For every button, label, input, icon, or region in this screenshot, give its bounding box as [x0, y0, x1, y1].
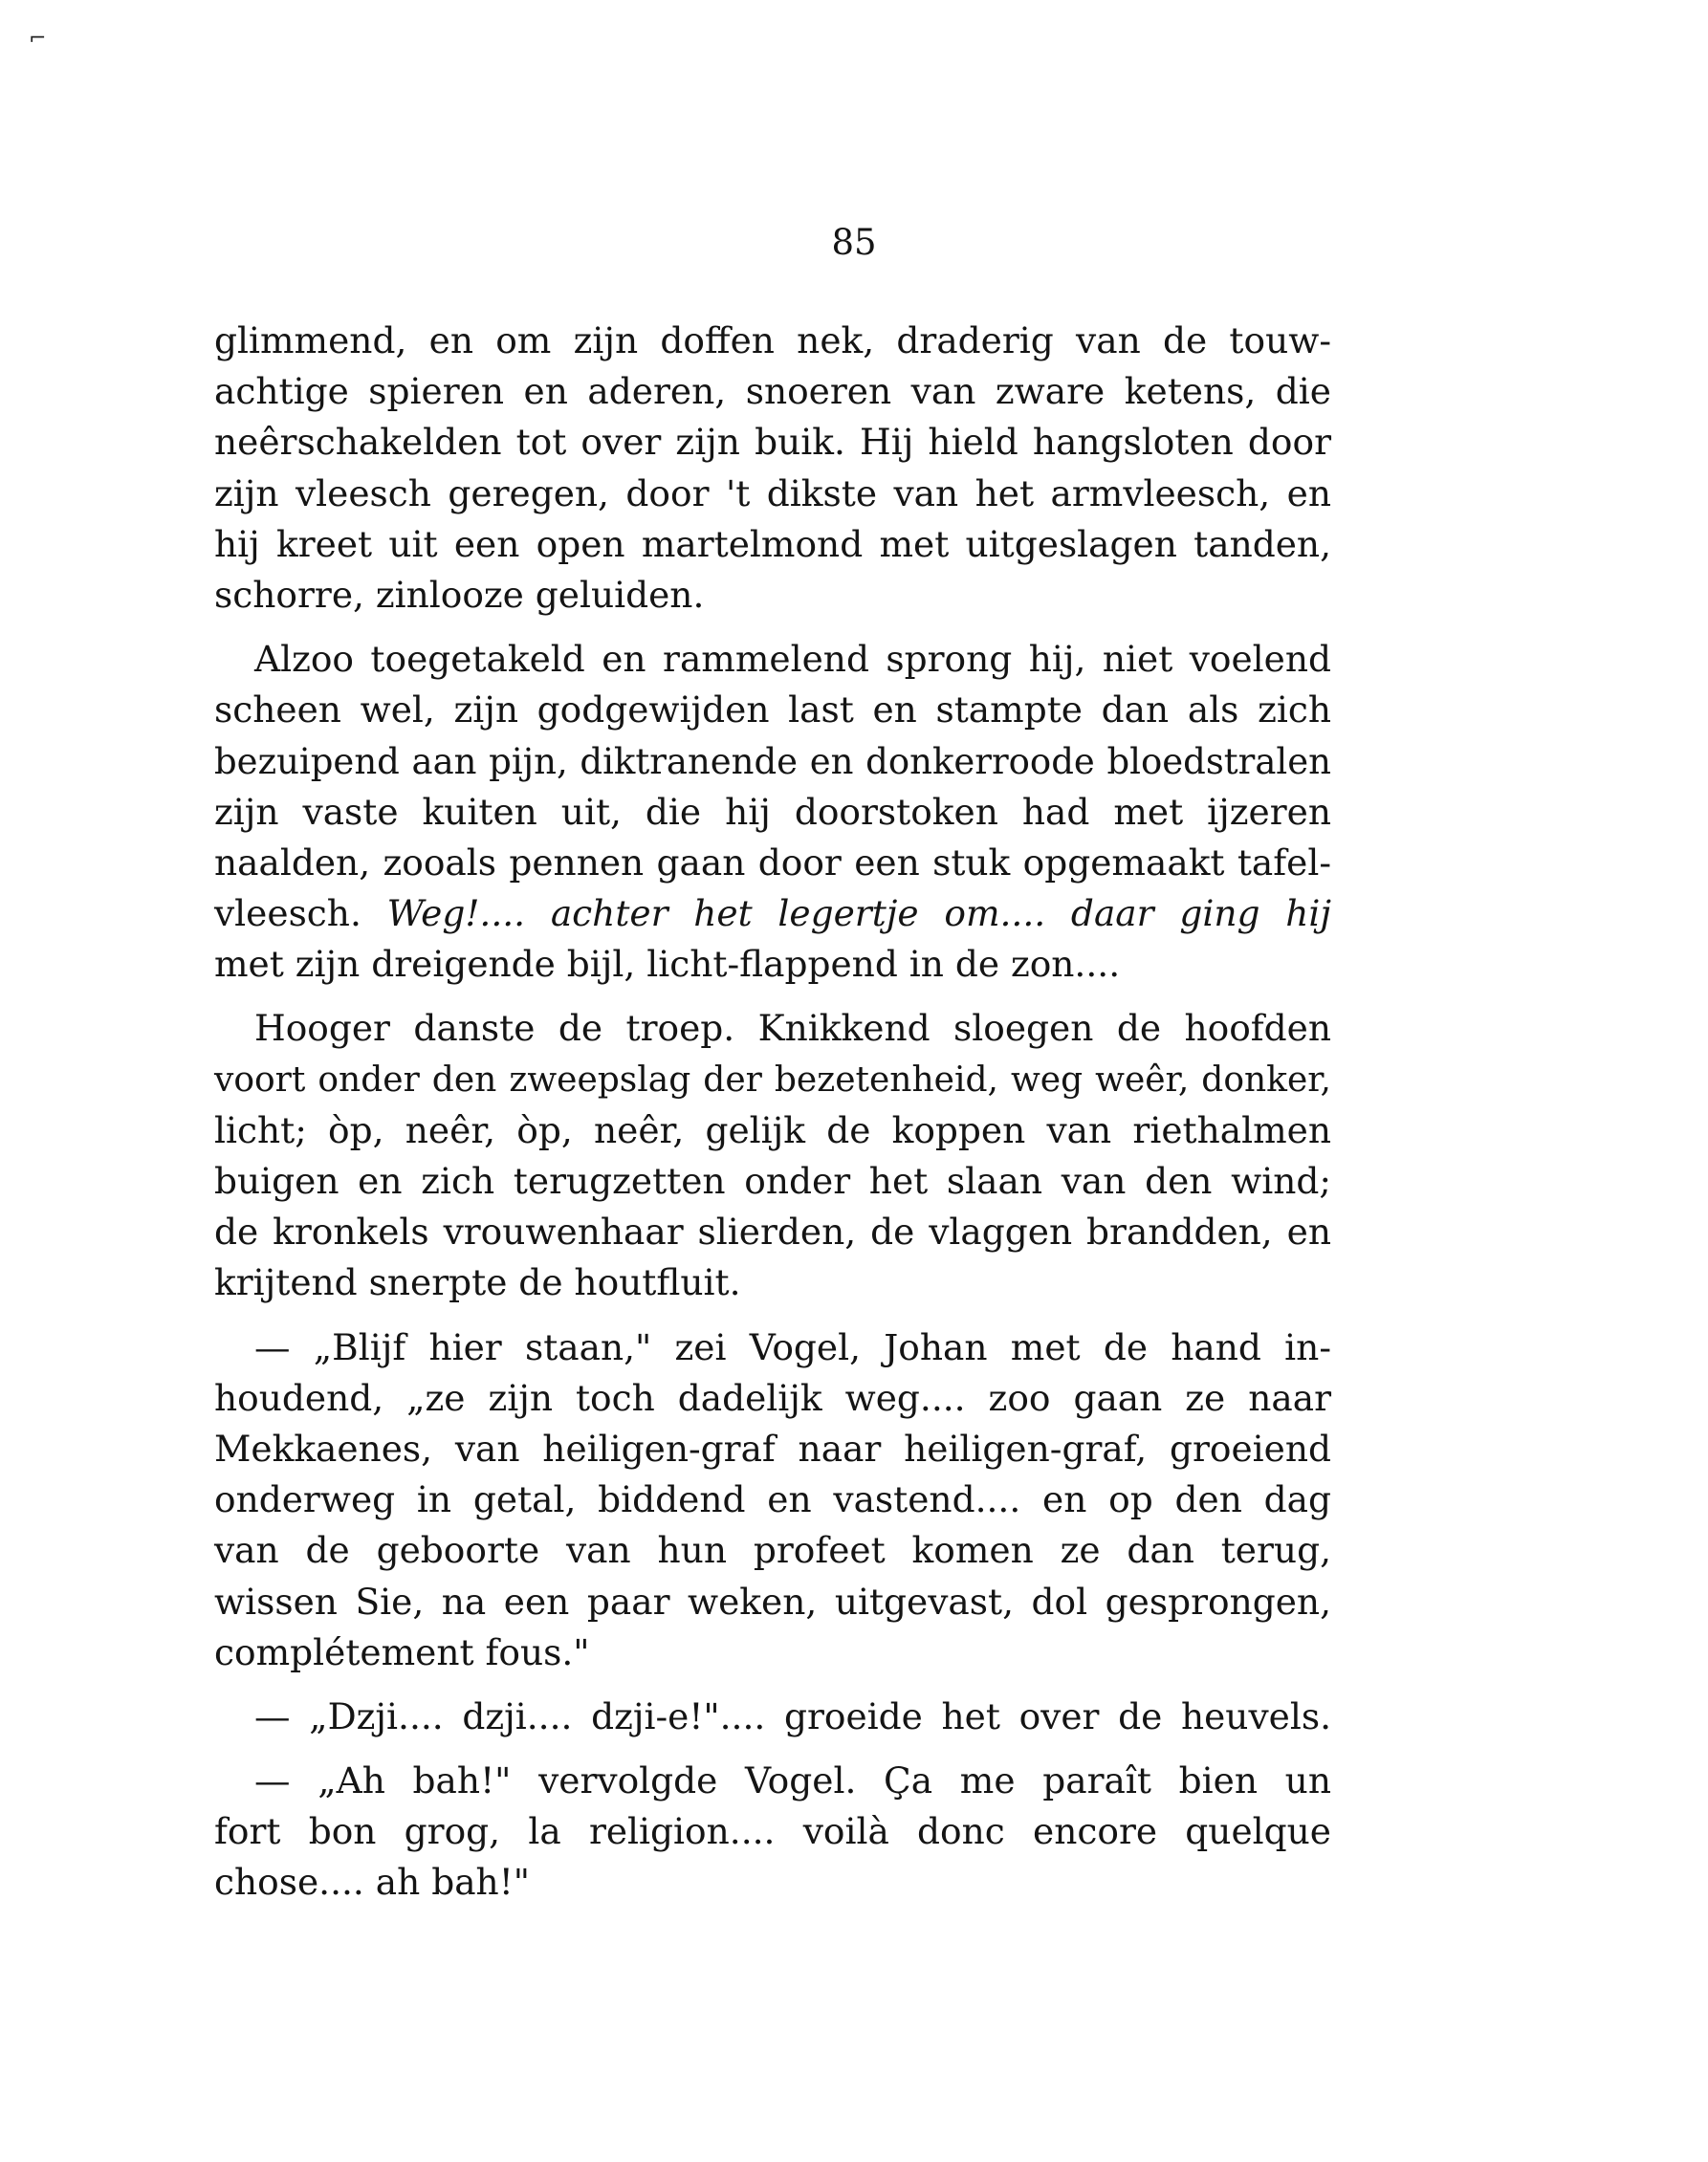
text-line: zijn vaste kuiten uit, die hij doorstoken had met ijzeren	[214, 790, 1331, 833]
paragraph-2	[214, 634, 1331, 990]
corner-mark: ⌐	[29, 27, 47, 51]
text-line: buigen en zich terugzetten onder het slaan van den wind;	[214, 1160, 1331, 1202]
text-line: achtige spieren en aderen, snoeren van zware ketens, die	[214, 370, 1331, 413]
text-line: de kronkels vrouwenhaar slierden, de vlaggen brandden, en	[214, 1211, 1331, 1254]
text-line: krijtend snerpte de houtfluit.	[214, 1261, 741, 1304]
paragraph-3	[214, 1003, 1331, 1308]
text-line: bezuipend aan pijn, diktranende en donkerroode bloedstralen	[214, 740, 1331, 782]
text-line: chose.... ah bah!"	[214, 1861, 531, 1904]
paragraph-1	[214, 316, 1331, 621]
text-line: neêrschakelden tot over zijn buik. Hij hield hangsloten door	[214, 421, 1331, 464]
text-line: hij kreet uit een open martelmond met uitgeslagen tanden,	[214, 522, 1331, 565]
text-line: onderweg in getal, biddend en vastend.... en op den dag	[214, 1478, 1331, 1521]
paragraph-4	[214, 1322, 1331, 1678]
text-line	[214, 888, 1331, 939]
text-line: — „Dzji.... dzji.... dzji-e!".... groeide het over de heuvels.	[254, 1694, 1331, 1737]
text-line: fort bon grog, la religion.... voilà donc encore quelque	[214, 1810, 1331, 1853]
text-line: van de geboorte van hun profeet komen ze dan terug,	[214, 1529, 1331, 1572]
text-run: vleesch.	[214, 892, 387, 935]
text-line: wissen Sie, na een paar weken, uitgevast, dol gesprongen,	[214, 1580, 1331, 1623]
text-line: naalden, zooals pennen gaan door een stuk opgemaakt tafel-	[214, 841, 1331, 884]
text-line: met zijn dreigende bijl, licht-flappend in de zon....	[214, 943, 1121, 986]
text-line: — „Blijf hier staan," zei Vogel, Johan met de hand in-	[254, 1325, 1331, 1368]
text-line: complétement fous."	[214, 1630, 590, 1673]
text-line: — „Ah bah!" vervolgde Vogel. Ça me paraît bien un	[254, 1759, 1331, 1802]
text-line: Alzoo toegetakeld en rammelend sprong hij, niet voelend	[254, 638, 1331, 681]
text-line: houdend, „ze zijn toch dadelijk weg.... zoo gaan ze naar	[214, 1376, 1331, 1419]
text-line: Mekkaenes, van heiligen-graf naar heiligen-graf, groeiend	[214, 1427, 1331, 1470]
text-line: schorre, zinlooze geluiden.	[214, 573, 705, 616]
paragraph-6	[214, 1756, 1331, 1909]
body-text	[214, 316, 1331, 1909]
page-number: 85	[831, 222, 877, 263]
text-line: scheen wel, zijn godgewijden last en stampte dan als zich	[214, 688, 1331, 732]
paragraph-5	[214, 1692, 1331, 1742]
italic-run: Weg!.... achter het legertje om.... daar ging hij	[386, 892, 1331, 935]
text-line: zijn vleesch geregen, door 't dikste van het armvleesch, en	[214, 471, 1331, 514]
text-line: licht; òp, neêr, òp, neêr, gelijk de koppen van riethalmen	[214, 1108, 1331, 1151]
text-line: glimmend, en om zijn doffen nek, draderig van de touw-	[214, 319, 1331, 361]
text-line: voort onder den zweepslag der bezetenheid, weg weêr, donker,	[214, 1059, 1331, 1100]
text-line: Hooger danste de troep. Knikkend sloegen de hoofden	[254, 1007, 1331, 1050]
